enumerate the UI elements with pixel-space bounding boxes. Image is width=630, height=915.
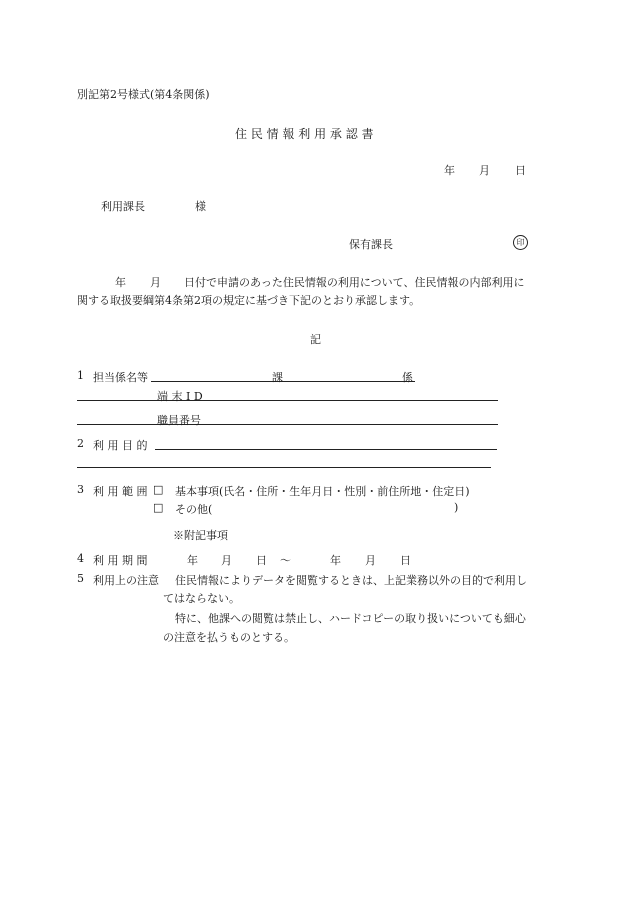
addressee-dept: 利用課長 bbox=[101, 200, 145, 213]
item4-label: 利 用 期 間 bbox=[93, 554, 148, 567]
period-start-year: 年 bbox=[187, 554, 198, 567]
item4-number: 4 bbox=[77, 552, 84, 565]
period-end-day: 日 bbox=[400, 554, 411, 567]
other-label: その他( bbox=[175, 503, 213, 516]
item3-label: 利 用 範 囲 bbox=[93, 485, 148, 498]
date-year-label: 年 bbox=[444, 164, 455, 177]
document-title: 住 民 情 報 利 用 承 認 書 bbox=[235, 127, 374, 141]
basic-items-checkbox[interactable]: □ bbox=[153, 483, 164, 496]
body-line-1: 日付で申請のあった住民情報の利用について、住民情報の内部利用に bbox=[184, 276, 525, 289]
addressee-honorific: 様 bbox=[195, 200, 206, 213]
date-day-label: 日 bbox=[515, 164, 526, 177]
item1-kakari: 係 bbox=[402, 371, 413, 384]
basic-items-label: 基本事項(氏名・住所・生年月日・性別・前住所地・住定日) bbox=[175, 485, 470, 498]
item5-label: 利用上の注意 bbox=[93, 574, 159, 587]
item3-number: 3 bbox=[77, 483, 84, 496]
terminal-id-label: 端 末 I D bbox=[157, 390, 203, 403]
item2-label: 利 用 目 的 bbox=[93, 439, 148, 452]
staff-number-line bbox=[77, 424, 498, 425]
body-line-2: 関する取扱要綱第4条第2項の規定に基づき下記のとおり承認します。 bbox=[77, 294, 421, 307]
caution-line-1: 住民情報によりデータを閲覧するときは、上記業務以外の目的で利用し bbox=[175, 574, 527, 587]
other-checkbox[interactable]: □ bbox=[153, 501, 164, 514]
purpose-line-2 bbox=[77, 467, 491, 468]
period-start-day: 日 bbox=[256, 554, 267, 567]
purpose-line-1 bbox=[155, 449, 497, 450]
body-year: 年 bbox=[115, 276, 126, 289]
item1-underline bbox=[151, 381, 415, 382]
seal-mark: 印 bbox=[513, 235, 528, 250]
period-end-year: 年 bbox=[330, 554, 341, 567]
ki-heading: 記 bbox=[310, 333, 321, 346]
caution-line-4: の注意を払うものとする。 bbox=[163, 631, 295, 644]
period-start-month: 月 bbox=[221, 554, 232, 567]
staff-number-label: 職員番号 bbox=[157, 414, 201, 427]
period-tilde: 〜 bbox=[280, 554, 291, 567]
period-end-month: 月 bbox=[365, 554, 376, 567]
item1-ka: 課 bbox=[272, 371, 283, 384]
caution-line-2: てはならない。 bbox=[163, 592, 240, 605]
sender-label: 保有課長 bbox=[349, 238, 393, 251]
item1-number: 1 bbox=[77, 369, 84, 382]
item2-number: 2 bbox=[77, 437, 84, 450]
form-number: 別記第2号様式(第4条関係) bbox=[77, 88, 210, 101]
body-month: 月 bbox=[150, 276, 161, 289]
date-month-label: 月 bbox=[479, 164, 490, 177]
caution-line-3: 特に、他課への閲覧は禁止し、ハードコピーの取り扱いについても細心 bbox=[175, 612, 526, 625]
item1-label: 担当係名等 bbox=[93, 371, 148, 384]
terminal-id-line bbox=[77, 400, 498, 401]
item5-number: 5 bbox=[77, 572, 84, 585]
other-close-paren: ) bbox=[454, 501, 459, 514]
appendix-note: ※附記事項 bbox=[173, 529, 228, 542]
